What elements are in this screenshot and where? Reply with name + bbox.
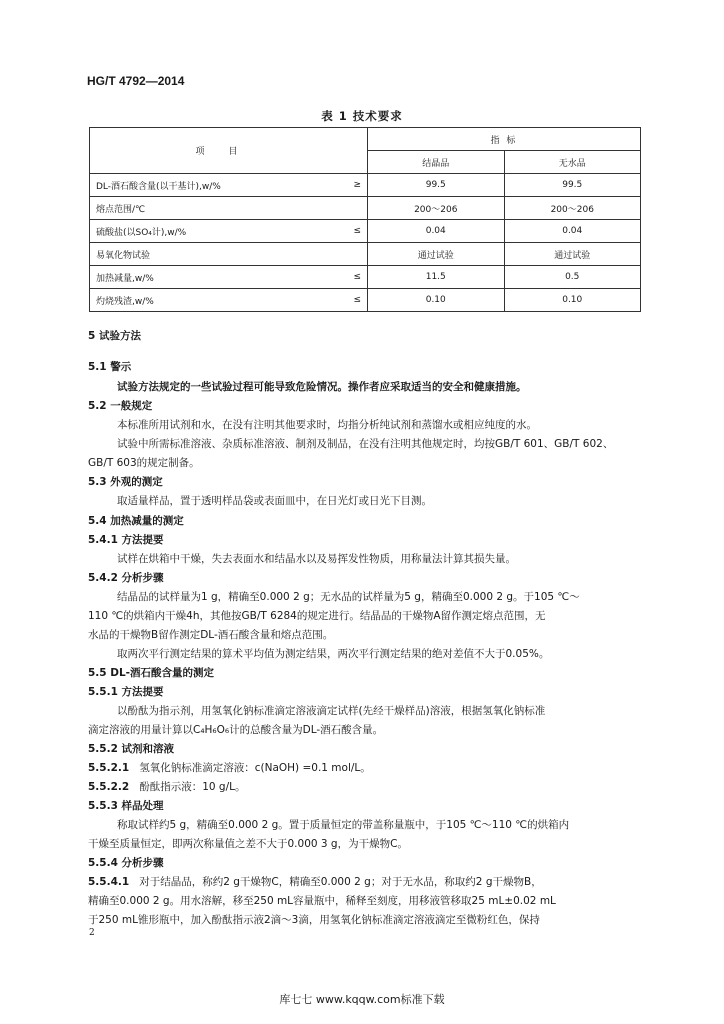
section-5-2-heading: 5.2 一般规定 <box>88 400 153 412</box>
row-crystalline-value: 200～206 <box>368 197 505 220</box>
section-5-5-3-text-a: 称取试样约5 g，精确至0.000 2 g。置于质量恒定的带盖称量瓶中，于105 ℃～110 ℃的烘箱内 <box>117 819 570 831</box>
table-header-item: 项目 <box>90 128 368 174</box>
row-anhydrous-value: 99.5 <box>504 174 641 197</box>
section-5-2-text-2a: 试验中所需标准溶液、杂质标准溶液、制剂及制品，在没有注明其他规定时，均按GB/T 601、GB/T 602、 <box>117 438 614 450</box>
row-item: 灼烧残渣,w/% <box>96 296 154 307</box>
table-header-crystalline: 结晶品 <box>368 151 505 174</box>
clause-text: 氢氧化钠标准滴定溶液：c(NaOH) =0.1 mol/L。 <box>139 762 371 774</box>
section-5-5-4-1-text-c: 于250 mL锥形瓶中，加入酚酞指示液2滴～3滴，用氢氧化钠标准滴定溶液滴定至微粉红色，保持 <box>88 914 540 926</box>
section-5-5-4-heading: 5.5.4 分析步骤 <box>88 857 164 869</box>
section-5-3-heading: 5.3 外观的测定 <box>88 476 163 488</box>
section-5-4-1-heading: 5.4.1 方法提要 <box>88 534 164 546</box>
row-crystalline-value: 0.04 <box>368 220 505 243</box>
section-5-4-1-text: 试样在烘箱中干燥，失去表面水和结晶水以及易挥发性物质，用称量法计算其损失量。 <box>117 553 516 565</box>
row-symbol: ≤ <box>353 226 361 236</box>
section-5-4-2-text-1a: 结晶品的试样量为1 g，精确至0.000 2 g；无水品的试样量为5 g，精确至0.000 2 g。于105 ℃～ <box>117 591 580 603</box>
row-anhydrous-value: 0.04 <box>504 220 641 243</box>
section-5-5-1-text-b: 滴定溶液的用量计算以C₄H₆O₆计的总酸含量为DL-酒石酸含量。 <box>88 724 384 736</box>
table-header-anhydrous: 无水品 <box>504 151 641 174</box>
page-number: 2 <box>89 928 95 938</box>
clause-number: 5.5.4.1 <box>88 876 130 888</box>
clause-text: 对于结晶品，称约2 g干燥物C，精确至0.000 2 g；对于无水品，称取约2 g干燥物B， <box>139 876 542 888</box>
section-5-5-2-2 <box>88 779 245 794</box>
row-crystalline-value: 99.5 <box>368 174 505 197</box>
table-row <box>90 197 641 220</box>
section-5-1-heading: 5.1 警示 <box>88 361 132 373</box>
clause-number: 5.5.2.1 <box>88 762 130 774</box>
section-5-heading: 5 试验方法 <box>88 330 141 342</box>
clause-text: 酚酞指示液：10 g/L。 <box>139 781 246 793</box>
section-5-5-heading: 5.5 DL-酒石酸含量的测定 <box>88 667 215 679</box>
table-row <box>90 243 641 266</box>
section-5-4-2-text-1c: 水品的干燥物B留作测定DL-酒石酸含量和熔点范围。 <box>88 629 334 641</box>
section-5-4-heading: 5.4 加热减量的测定 <box>88 515 184 527</box>
table-row <box>90 220 641 243</box>
row-item: 硫酸盐(以SO₄计),w/% <box>96 227 187 238</box>
row-symbol: ≤ <box>353 295 361 305</box>
row-item: 加热减量,w/% <box>96 273 154 284</box>
section-5-5-3-text-b: 干燥至质量恒定，即两次称量值之差不大于0.000 3 g，为干燥物C。 <box>88 838 408 850</box>
row-item: DL-酒石酸含量(以干基计),w/% <box>96 181 221 192</box>
section-5-4-2-text-2: 取两次平行测定结果的算术平均值为测定结果，两次平行测定结果的绝对差值不大于0.05%。 <box>117 648 550 660</box>
section-5-5-4-1-text-b: 精确至0.000 2 g。用水溶解，移至250 mL容量瓶中，稀释至刻度，用移液管移取25 mL±0.02 mL <box>88 895 556 907</box>
table-header-index: 指 标 <box>368 128 641 151</box>
section-5-2-text-2b: GB/T 603的规定制备。 <box>88 457 200 469</box>
row-symbol: ≤ <box>353 272 361 282</box>
table-row <box>90 174 641 197</box>
section-5-2-text-1: 本标准所用试剂和水，在没有注明其他要求时，均指分析纯试剂和蒸馏水或相应纯度的水。 <box>117 419 537 431</box>
section-5-5-2-heading: 5.5.2 试剂和溶液 <box>88 743 175 755</box>
row-anhydrous-value: 通过试验 <box>504 243 641 266</box>
section-5-5-2-1 <box>88 760 371 775</box>
row-item: 易氧化物试验 <box>96 250 151 261</box>
row-symbol: ≥ <box>353 180 361 190</box>
section-5-5-1-text-a: 以酚酞为指示剂，用氢氧化钠标准滴定溶液滴定试样(先经干燥样品)溶液，根据氢氧化钠标准 <box>117 705 546 717</box>
section-5-5-1-heading: 5.5.1 方法提要 <box>88 686 164 698</box>
table-row <box>90 266 641 289</box>
row-anhydrous-value: 0.10 <box>504 289 641 312</box>
section-5-3-text: 取适量样品，置于透明样品袋或表面皿中，在日光灯或日光下目测。 <box>117 495 432 507</box>
clause-number: 5.5.2.2 <box>88 781 130 793</box>
section-5-4-2-heading: 5.4.2 分析步骤 <box>88 572 164 584</box>
technical-requirements-table <box>89 127 641 312</box>
section-5-4-2-text-1b: 110 ℃的烘箱内干燥4h，其他按GB/T 6284的规定进行。结晶品的干燥物A留作测定熔点范围，无 <box>88 610 546 622</box>
row-item: 熔点范围/℃ <box>96 204 146 215</box>
row-anhydrous-value: 200～206 <box>504 197 641 220</box>
section-5-1-text: 试验方法规定的一些试验过程可能导致危险情况。操作者应采取适当的安全和健康措施。 <box>117 381 527 393</box>
row-crystalline-value: 0.10 <box>368 289 505 312</box>
table-caption: 表 1 技术要求 <box>321 109 403 123</box>
section-5-5-3-heading: 5.5.3 样品处理 <box>88 800 164 812</box>
table-row <box>90 289 641 312</box>
row-crystalline-value: 通过试验 <box>368 243 505 266</box>
row-crystalline-value: 11.5 <box>368 266 505 289</box>
standard-code: HG/T 4792—2014 <box>87 74 185 88</box>
row-anhydrous-value: 0.5 <box>504 266 641 289</box>
section-5-5-4-1 <box>88 874 542 889</box>
footer-watermark: 库七七 www.kqqw.com标准下载 <box>279 993 445 1006</box>
